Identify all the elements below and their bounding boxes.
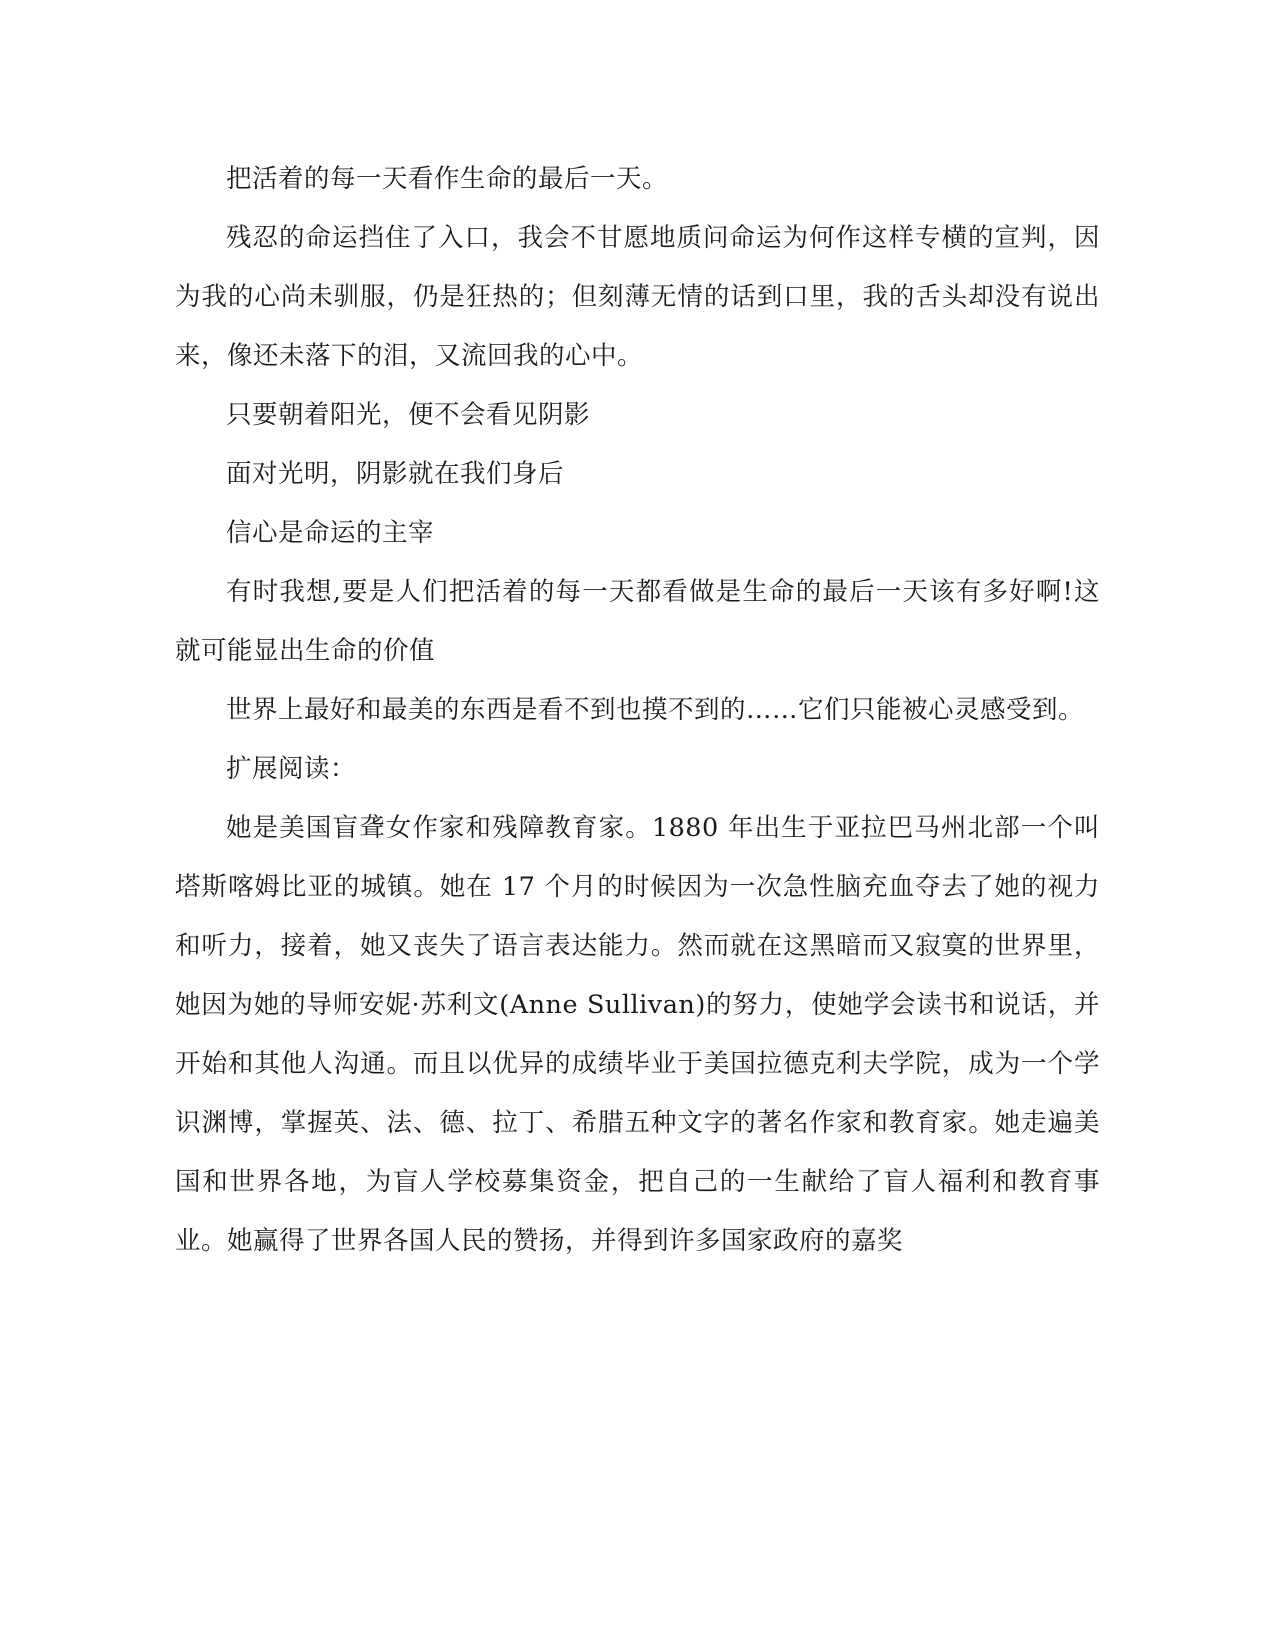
paragraph-2: 残忍的命运挡住了入口，我会不甘愿地质问命运为何作这样专横的宣判，因为我的心尚未驯服，仍是狂热的；但刻薄无情的话到口里，我的舌头却没有说出来，像还未落下的泪，又流回我的心中。 [175, 223, 1100, 371]
paragraph-5: 信心是命运的主宰 [226, 518, 435, 548]
paragraph-7: 世界上最好和最美的东西是看不到也摸不到的……它们只能被心灵感受到。 [226, 695, 1085, 725]
document-body [175, 150, 1100, 1271]
paragraph-extended-reading-heading: 扩展阅读： [226, 754, 357, 784]
paragraph-3: 只要朝着阳光，便不会看见阴影 [226, 400, 591, 430]
paragraph-1: 把活着的每一天看作生命的最后一天。 [226, 164, 669, 194]
paragraph-biography: 她是美国盲聋女作家和残障教育家。1880 年出生于亚拉巴马州北部一个叫塔斯喀姆比亚的城镇。她在 17 个月的时候因为一次急性脑充血夺去了她的视力和听力，接着，她又丧失了语言表达能力。然而就在这黑暗而又寂寞的世界里，她因为她的导师安妮·苏利文(Anne Sullivan)的努力，使她学会读书和说话，并开始和其他人沟通。而且以优异的成绩毕业于美国拉德克利夫学院，成为一个学识渊博，掌握英、法、德、拉丁、希腊五种文字的著名作家和教育家。她走遍美国和世界各地，为盲人学校募集资金，把自己的一生献给了盲人福利和教育事业。她赢得了世界各国人民的赞扬，并得到许多国家政府的嘉奖 [175, 813, 1100, 1256]
paragraph-6: 有时我想,要是人们把活着的每一天都看做是生命的最后一天该有多好啊!这就可能显出生命的价值 [175, 577, 1100, 666]
paragraph-4: 面对光明，阴影就在我们身后 [226, 459, 565, 489]
